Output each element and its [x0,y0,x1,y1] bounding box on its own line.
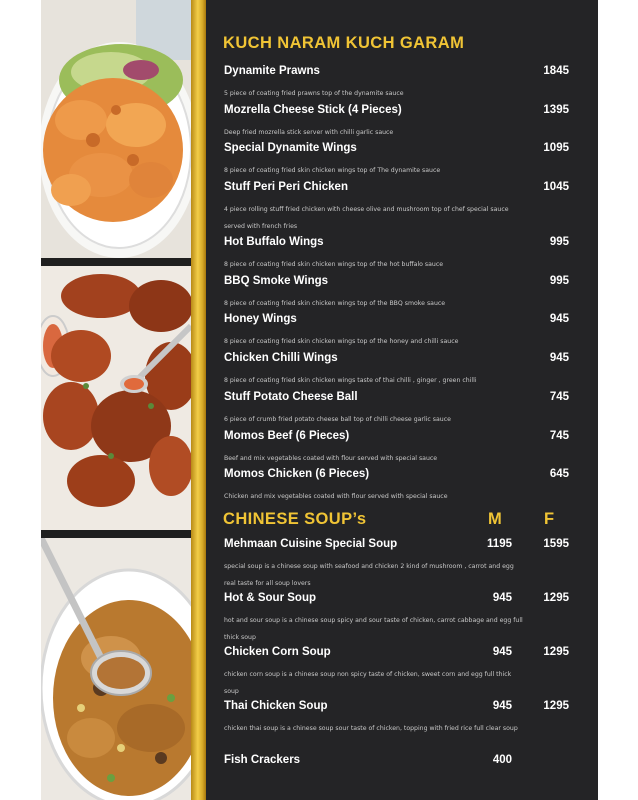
item-price: 1395 [543,104,569,116]
item-description: 8 piece of coating fried skin chicken wings top of The dynamite sauce [224,167,441,174]
item-price: 1845 [543,65,569,77]
item-price: 995 [549,275,569,287]
item-description: 8 piece of coating fried skin chicken wings taste of thai chilli , ginger , green chilli [224,377,477,384]
item-price: 745 [549,391,569,403]
item-name: Mozrella Cheese Stick (4 Pieces) [224,104,402,116]
chicken-wings-photo [41,266,191,530]
medium-price: 945 [492,592,512,604]
item-name: Momos Chicken (6 Pieces) [224,468,370,480]
full-price: 1595 [543,538,569,550]
item-description: 4 piece rolling stuff fried chicken with cheese olive and mushroom top of chef special sauce served with french fries [224,206,509,230]
item-name: Momos Beef (6 Pieces) [224,430,350,442]
item-name: Chicken Chilli Wings [224,352,338,364]
item-description: Deep fried mozrella stick server with chilli garlic sauce [224,129,394,136]
item-description: special soup is a chinese soup with seafood and chicken 2 kind of mushroom , carrot and egg real taste for all soup lovers [224,563,514,587]
photo-divider [41,530,191,538]
medium-column-header: M [488,510,502,528]
item-description: Chicken and mix vegetables coated with flour served with special sauce [224,493,448,500]
item-description: Beef and mix vegetables coated with flour served with special sauce [224,455,438,462]
item-description: 5 piece of coating fried prawns top of the dynamite sauce [224,90,404,97]
full-column-header: F [544,510,555,528]
item-price: 745 [549,430,569,442]
item-name: Dynamite Prawns [224,65,320,77]
full-price: 1295 [543,592,569,604]
item-price: 945 [549,352,569,364]
item-description: 6 piece of crumb fried potato cheese ball top of chilli cheese garlic sauce [224,416,451,423]
item-name: Chicken Corn Soup [224,646,331,658]
item-name: Hot Buffalo Wings [224,236,324,248]
item-name: Mehmaan Cuisine Special Soup [224,538,398,550]
medium-price: 1195 [487,538,512,550]
item-name: Honey Wings [224,313,297,325]
item-name: Special Dynamite Wings [224,142,357,154]
item-price: 1095 [543,142,569,154]
medium-price: 945 [492,646,512,658]
page-margin-left [0,0,41,800]
item-name: BBQ Smoke Wings [224,275,329,287]
item-name: Fish Crackers [224,754,301,766]
gold-divider-bar [191,0,206,800]
menu-panel [206,0,598,800]
item-name: Stuff Peri Peri Chicken [224,181,348,193]
item-price: 1045 [543,181,569,193]
soups-section-title: CHINESE SOUP’s [223,510,367,528]
page-margin-right [598,0,638,800]
food-photo-column [41,0,191,800]
item-description: hot and sour soup is a chinese soup spicy and sour taste of chicken, carrot cabbage and egg full thick soup [224,617,523,641]
item-price: 995 [549,236,569,248]
starters-section-title: KUCH NARAM KUCH GARAM [223,34,465,52]
item-description: chicken corn soup is a chinese soup non spicy taste of chicken, sweet corn and egg full thick soup [224,671,512,695]
full-price: 1295 [543,646,569,658]
dynamite-prawns-photo [41,0,191,258]
medium-price: 945 [492,700,512,712]
item-description: 8 piece of coating fried skin chicken wings top of the honey and chilli sauce [224,338,459,345]
item-description: chicken thai soup is a chinese soup sour taste of chicken, topping with fried rice full clear soup [224,725,518,732]
item-name: Thai Chicken Soup [224,700,328,712]
item-name: Stuff Potato Cheese Ball [224,391,358,403]
chinese-soup-photo [41,538,191,800]
photo-divider [41,258,191,266]
full-price: 1295 [543,700,569,712]
item-name: Hot & Sour Soup [224,592,316,604]
item-description: 8 piece of coating fried skin chicken wings top of the BBQ smoke sauce [224,300,446,307]
item-price: 645 [549,468,569,480]
item-price: 945 [549,313,569,325]
medium-price: 400 [492,754,512,766]
item-description: 8 piece of coating fried skin chicken wings top of the hot buffalo sauce [224,261,444,268]
